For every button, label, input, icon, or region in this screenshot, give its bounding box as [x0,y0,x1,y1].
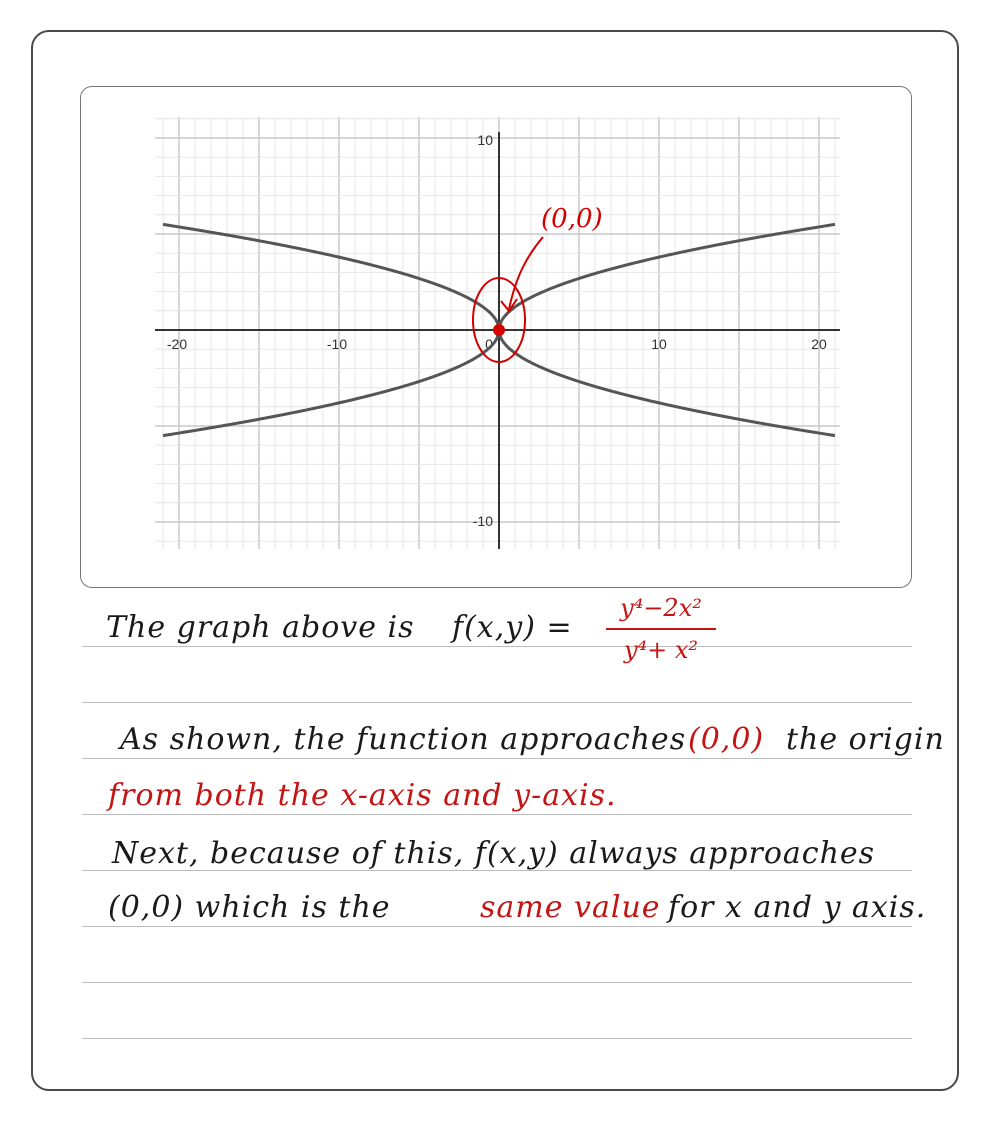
ruled-line [82,646,912,647]
ruled-line [82,982,912,983]
ruled-line [82,926,912,927]
fraction-numerator: y⁴−2x² [620,594,702,622]
graph-plot [81,87,912,588]
note-line-5-red: same value [480,890,661,925]
x-tick-label: 0 [485,336,493,352]
y-tick-label: -10 [472,513,493,529]
fraction-denominator: y⁴+ x² [623,636,699,664]
y-tick-label: 10 [477,132,493,148]
graph-panel [80,86,912,588]
ruled-line [82,1038,912,1039]
ruled-line [82,702,912,703]
note-line-4: Next, because of this, f(x,y) always approaches [112,836,876,871]
note-line-2-red: (0,0) [688,722,765,757]
fraction-bar [606,628,716,630]
x-tick-label: 10 [651,336,667,352]
x-tick-label: -20 [166,336,188,352]
note-line-2b: the origin [786,722,945,757]
origin-point [493,324,505,336]
x-tick-label: -10 [326,336,348,352]
ruled-line [82,814,912,815]
callout-arrow [509,237,543,309]
callout-label: (0,0) [541,204,603,234]
x-tick-label: 20 [811,336,827,352]
note-line-5a: (0,0) which is the [108,890,391,925]
function-lhs: f(x,y) = [452,610,573,645]
note-line-5b: for x and y axis. [668,890,927,925]
function-fraction [606,592,716,682]
note-line-3: from both the x-axis and y-axis. [108,778,617,813]
note-line-2a: As shown, the function approaches [120,722,687,757]
ruled-line [82,758,912,759]
note-line-1-text: The graph above is [106,610,415,645]
